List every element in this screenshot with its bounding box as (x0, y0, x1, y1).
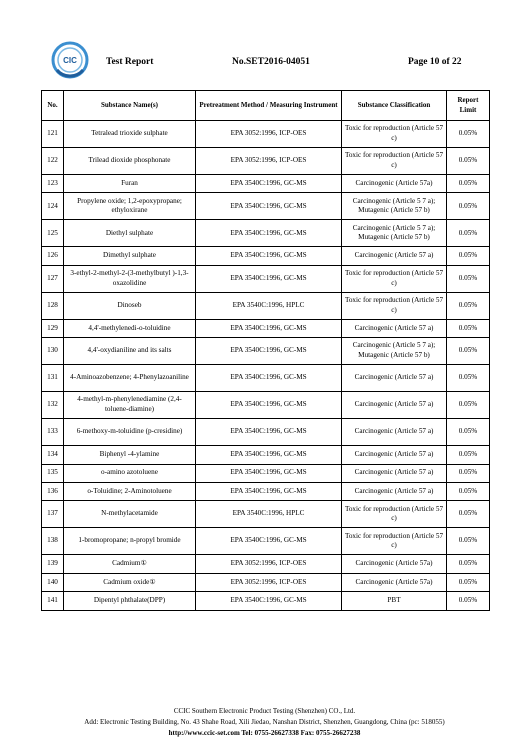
row-limit: 0.05% (447, 265, 490, 292)
row-name: 6-methoxy-m-toluidine (p-cresidine) (64, 419, 196, 446)
col-header-method: Pretreatment Method / Measuring Instrument (196, 91, 342, 121)
report-title: Test Report (106, 57, 154, 67)
substance-table (41, 90, 490, 611)
row-name: Tetralead trioxide sulphate (64, 121, 196, 148)
row-limit: 0.05% (447, 446, 490, 464)
row-method: EPA 3052:1996, ICP-OES (196, 148, 342, 175)
row-limit: 0.05% (447, 464, 490, 482)
row-no: 137 (42, 501, 64, 528)
table-row (42, 392, 490, 419)
row-method: EPA 3540C:1996, GC-MS (196, 419, 342, 446)
row-class: Carcinogenic (Article 57 a) (342, 446, 447, 464)
table-row (42, 501, 490, 528)
row-no: 126 (42, 247, 64, 265)
table-row (42, 292, 490, 319)
row-limit: 0.05% (447, 555, 490, 573)
page-indicator: Page 10 of 22 (408, 57, 462, 67)
row-method: EPA 3052:1996, ICP-OES (196, 555, 342, 573)
row-class: Carcinogenic (Article 5 7 a); Mutagenic (Article 57 b) (342, 193, 447, 220)
logo-text: CIC (63, 56, 77, 65)
footer-contact: http://www.ccic-set.com Tel: 0755-26627338 Fax: 0755-26627238 (168, 729, 361, 737)
row-class: Carcinogenic (Article 5 7 a); Mutagenic (Article 57 b) (342, 220, 447, 247)
footer-company: CCIC Southern Electronic Product Testing (Shenzhen) CO., Ltd. (173, 707, 356, 715)
row-no: 133 (42, 419, 64, 446)
row-method: EPA 3052:1996, ICP-OES (196, 121, 342, 148)
table-row (42, 555, 490, 573)
row-name: o-Toluidine; 2-Aminotoluene (64, 482, 196, 500)
row-no: 139 (42, 555, 64, 573)
table-row (42, 175, 490, 193)
row-name: 1-bromopropane; n-propyl bromide (64, 528, 196, 555)
row-class: Toxic for reproduction (Article 57 c) (342, 265, 447, 292)
row-name: o-amino azotoluene (64, 464, 196, 482)
row-method: EPA 3540C:1996, GC-MS (196, 482, 342, 500)
table-header-row (42, 91, 490, 121)
row-class: Carcinogenic (Article 57a) (342, 555, 447, 573)
table-row (42, 464, 490, 482)
row-class: Toxic for reproduction (Article 57 c) (342, 528, 447, 555)
row-no: 124 (42, 193, 64, 220)
row-limit: 0.05% (447, 365, 490, 392)
table-row (42, 528, 490, 555)
row-class: Carcinogenic (Article 57 a) (342, 464, 447, 482)
row-no: 127 (42, 265, 64, 292)
row-method: EPA 3540C:1996, GC-MS (196, 319, 342, 337)
row-limit: 0.05% (447, 121, 490, 148)
row-class: Toxic for reproduction (Article 57 c) (342, 148, 447, 175)
row-method: EPA 3540C:1996, GC-MS (196, 247, 342, 265)
row-name: N-methylacetamide (64, 501, 196, 528)
row-name: Cadmium① (64, 555, 196, 573)
row-name: Diethyl sulphate (64, 220, 196, 247)
col-header-no: No. (42, 91, 64, 121)
table-row (42, 247, 490, 265)
row-no: 122 (42, 148, 64, 175)
row-class: Carcinogenic (Article 57a) (342, 175, 447, 193)
row-method: EPA 3540C:1996, GC-MS (196, 464, 342, 482)
row-no: 129 (42, 319, 64, 337)
row-class: Carcinogenic (Article 5 7 a); Mutagenic (Article 57 b) (342, 338, 447, 365)
row-no: 132 (42, 392, 64, 419)
table-row (42, 592, 490, 610)
row-name: 3-ethyl-2-methyl-2-(3-methylbutyl )-1,3-oxazolidine (64, 265, 196, 292)
row-no: 131 (42, 365, 64, 392)
row-class: Toxic for reproduction (Article 57 c) (342, 121, 447, 148)
row-method: EPA 3540C:1996, GC-MS (196, 392, 342, 419)
row-method: EPA 3540C:1996, GC-MS (196, 592, 342, 610)
row-method: EPA 3052:1996, ICP-OES (196, 573, 342, 591)
row-limit: 0.05% (447, 338, 490, 365)
row-limit: 0.05% (447, 501, 490, 528)
row-no: 128 (42, 292, 64, 319)
row-no: 125 (42, 220, 64, 247)
row-limit: 0.05% (447, 148, 490, 175)
table-row (42, 365, 490, 392)
row-name: Dimethyl sulphate (64, 247, 196, 265)
row-limit: 0.05% (447, 592, 490, 610)
row-limit: 0.05% (447, 175, 490, 193)
row-name: 4-Aminoazobenzene; 4-Phenylazoaniline (64, 365, 196, 392)
report-number: No.SET2016-04051 (232, 57, 310, 67)
table-row (42, 482, 490, 500)
row-no: 130 (42, 338, 64, 365)
row-class: Carcinogenic (Article 57 a) (342, 365, 447, 392)
row-method: EPA 3540C:1996, HPLC (196, 292, 342, 319)
row-class: Carcinogenic (Article 57 a) (342, 419, 447, 446)
table-row (42, 121, 490, 148)
row-name: Dinoseb (64, 292, 196, 319)
row-name: Biphenyl -4-ylamine (64, 446, 196, 464)
row-no: 135 (42, 464, 64, 482)
row-method: EPA 3540C:1996, GC-MS (196, 220, 342, 247)
table-row (42, 573, 490, 591)
table-row (42, 193, 490, 220)
table-row (42, 319, 490, 337)
col-header-classification: Substance Classification (342, 91, 447, 121)
row-method: EPA 3540C:1996, GC-MS (196, 338, 342, 365)
row-method: EPA 3540C:1996, HPLC (196, 501, 342, 528)
row-limit: 0.05% (447, 392, 490, 419)
row-name: 4-methyl-m-phenylenediamine (2,4-toluene-diamine) (64, 392, 196, 419)
row-name: 4,4'-oxydianiline and its salts (64, 338, 196, 365)
row-limit: 0.05% (447, 482, 490, 500)
row-name: 4,4'-methylenedi-o-toluidine (64, 319, 196, 337)
ccic-logo-icon (50, 40, 90, 80)
row-class: Carcinogenic (Article 57a) (342, 573, 447, 591)
row-no: 141 (42, 592, 64, 610)
row-no: 134 (42, 446, 64, 464)
row-limit: 0.05% (447, 528, 490, 555)
row-no: 121 (42, 121, 64, 148)
row-no: 138 (42, 528, 64, 555)
row-method: EPA 3540C:1996, GC-MS (196, 446, 342, 464)
table-row (42, 338, 490, 365)
row-name: Cadmium oxide① (64, 573, 196, 591)
row-no: 123 (42, 175, 64, 193)
row-no: 136 (42, 482, 64, 500)
row-name: Trilead dioxide phosphonate (64, 148, 196, 175)
row-name: Propylene oxide; 1,2-epoxypropane; ethyloxirane (64, 193, 196, 220)
col-header-limit: Report Limit (447, 91, 490, 121)
row-limit: 0.05% (447, 193, 490, 220)
row-limit: 0.05% (447, 419, 490, 446)
row-method: EPA 3540C:1996, GC-MS (196, 265, 342, 292)
row-method: EPA 3540C:1996, GC-MS (196, 175, 342, 193)
row-method: EPA 3540C:1996, GC-MS (196, 365, 342, 392)
row-limit: 0.05% (447, 292, 490, 319)
row-method: EPA 3540C:1996, GC-MS (196, 193, 342, 220)
row-class: Toxic for reproduction (Article 57 c) (342, 292, 447, 319)
table-row (42, 446, 490, 464)
row-name: Dipentyl phthalate(DPP) (64, 592, 196, 610)
col-header-name: Substance Name(s) (64, 91, 196, 121)
table-row (42, 220, 490, 247)
table-row (42, 419, 490, 446)
row-limit: 0.05% (447, 247, 490, 265)
row-class: Carcinogenic (Article 57 a) (342, 392, 447, 419)
table-row (42, 148, 490, 175)
report-header (0, 0, 529, 92)
table-row (42, 265, 490, 292)
row-class: PBT (342, 592, 447, 610)
row-limit: 0.05% (447, 573, 490, 591)
row-class: Toxic for reproduction (Article 57 c) (342, 501, 447, 528)
row-limit: 0.05% (447, 220, 490, 247)
row-limit: 0.05% (447, 319, 490, 337)
row-method: EPA 3540C:1996, GC-MS (196, 528, 342, 555)
row-class: Carcinogenic (Article 57 a) (342, 319, 447, 337)
row-class: Carcinogenic (Article 57 a) (342, 247, 447, 265)
footer-address: Add: Electronic Testing Building, No. 43 Shahe Road, Xili Jiedao, Nanshan District, Shenzhen, Guangdong, China (pc: 518055) (84, 718, 445, 726)
row-class: Carcinogenic (Article 57 a) (342, 482, 447, 500)
row-no: 140 (42, 573, 64, 591)
row-name: Furan (64, 175, 196, 193)
